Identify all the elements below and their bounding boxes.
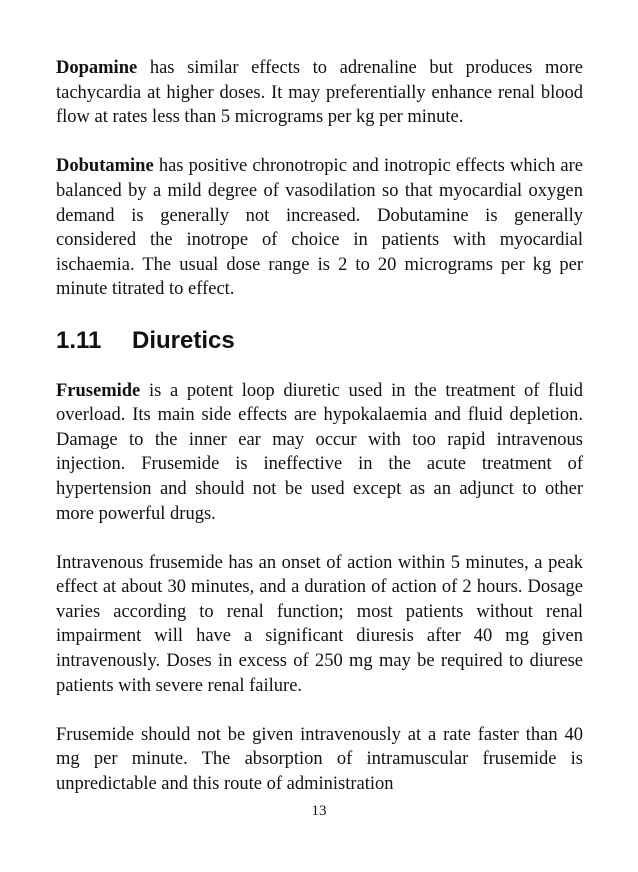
paragraph-dopamine (56, 56, 583, 130)
paragraph-frusemide (56, 379, 583, 527)
term-dopamine: Dopamine (56, 58, 138, 78)
page-number: 13 (311, 803, 327, 819)
paragraph-dobutamine (56, 154, 583, 302)
paragraph-frusemide-text: is a potent loop diuretic used in the treatment of fluid overload. Its main side effects are hypokalaemia and fluid depletion. Damage to the inner ear may occur with too rapid intravenous injection. Frusemide is ineffective in the acute treatment of hypertension and should not be used except as an adjunct to other more powerful drugs. (56, 380, 583, 524)
paragraph-intravenous: Intravenous frusemide has an onset of action within 5 minutes, a peak effect at about 30 minutes, and a duration of action of 2 hours. Dosage varies according to renal function; most patients without renal impairment will have a significant diuresis after 40 mg given intravenously. Doses in excess of 250 mg may be required to diurese patients with severe renal failure. (56, 552, 583, 696)
section-title: Diuretics (132, 326, 235, 354)
paragraph-rate: Frusemide should not be given intravenously at a rate faster than 40 mg per minute. The absorption of intramuscular frusemide is unpredictable and this route of administration (56, 724, 583, 795)
paragraph-dopamine-text: has similar effects to adrenaline but produces more tachycardia at higher doses. It may preferentially enhance renal blood flow at rates less than 5 micrograms per kg per minute. (56, 58, 583, 128)
section-number: 1.11 (56, 326, 102, 354)
term-dobutamine: Dobutamine (56, 156, 154, 177)
paragraph-dobutamine-text: has positive chronotropic and inotropic effects which are balanced by a mild degree of vasodilation so that myocardial oxygen demand is generally not increased. Dobutamine is generally considered the inotrope of choice in patients with myocardial ischaemia. The usual dose range is 2 to 20 micrograms per kg per minute titrated to effect. (56, 156, 583, 300)
section-heading (56, 327, 583, 355)
term-frusemide: Frusemide (56, 380, 141, 401)
document-page (56, 56, 583, 797)
